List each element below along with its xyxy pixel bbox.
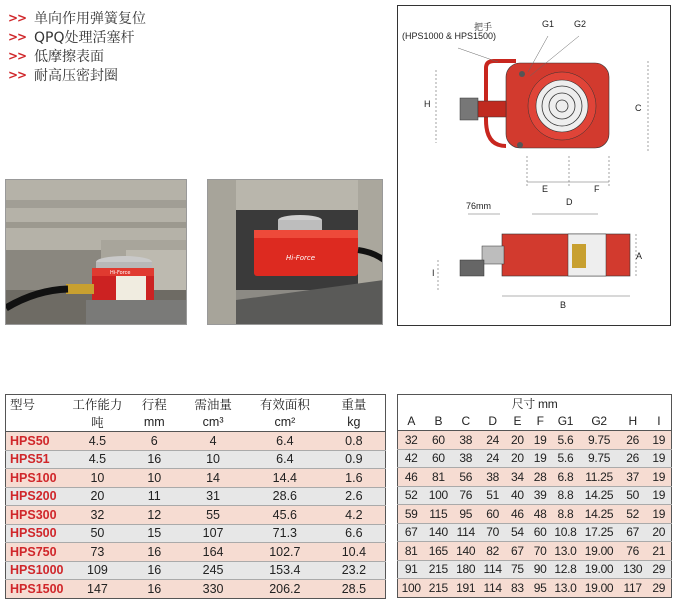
dim-col-header: G1 [552,413,580,431]
dim-cell: 8.8 [552,486,580,505]
brand-logo: Hi-Force [286,254,316,262]
dim-cell: 19 [529,431,552,450]
table-row [6,580,386,599]
dim-cell: 40 [506,486,529,505]
col-header-weight: 重量 [323,395,386,414]
spec-cell: 20 [65,487,129,506]
handle-label: 把手 [474,22,493,32]
dim-cell: 19.00 [579,560,618,579]
dim-cell: 114 [479,579,506,598]
double-chevron-icon: >> [8,10,27,25]
spec-cell: 102.7 [247,543,323,562]
spec-cell: 16 [129,450,179,469]
dim-cell: 26 [619,449,647,468]
spec-cell: 50 [65,524,129,543]
spec-cell: 23.2 [323,561,386,580]
col-header-area: 有效面积 [247,395,323,414]
dim-c: C [635,103,642,113]
dim-cell: 26 [619,431,647,450]
table-row [398,560,672,579]
dim-e: E [542,184,549,194]
dim-cell: 29 [647,560,672,579]
table-row [6,524,386,543]
table-row [398,542,672,561]
dim-cell: 20 [647,523,672,542]
dim-cell: 38 [452,431,479,450]
dim-cell: 6.8 [552,468,580,487]
dimension-rows [398,431,672,598]
dim-cell: 28 [529,468,552,487]
table-title-row [398,395,672,413]
dim-cell: 81 [398,542,425,561]
product-photo-closeup [207,179,383,325]
dim-cell: 9.75 [579,449,618,468]
dim-cell: 46 [506,505,529,524]
dim-h: H [424,99,431,109]
dim-cell: 29 [647,579,672,598]
spec-cell: 28.6 [247,487,323,506]
dim-col-header: E [506,413,529,431]
spec-cell: 73 [65,543,129,562]
spec-cell: 6.4 [247,450,323,469]
dim-cell: 13.0 [552,542,580,561]
table-row [398,468,672,487]
dim-cell: 90 [529,560,552,579]
dim-cell: 39 [529,486,552,505]
dim-cell: 60 [424,431,452,450]
table-header-row [398,413,672,431]
model-name-cell: HPS750 [6,543,66,562]
dim-cell: 19 [647,486,672,505]
dim-cell: 70 [479,523,506,542]
spec-cell: 11 [129,487,179,506]
spec-cell: 0.8 [323,432,386,451]
model-name-cell: HPS50 [6,432,66,451]
dim-cell: 117 [619,579,647,598]
dim-cell: 9.75 [579,431,618,450]
spec-cell: 10 [179,450,247,469]
dim-col-header: I [647,413,672,431]
dim-cell: 60 [424,449,452,468]
dim-cell: 54 [506,523,529,542]
model-name-cell: HPS500 [6,524,66,543]
model-name-cell: HPS1500 [6,580,66,599]
dim-f: F [594,184,600,194]
dim-cell: 19 [529,449,552,468]
dim-cell: 51 [479,486,506,505]
spec-cell: 10.4 [323,543,386,562]
dim-cell: 19 [647,449,672,468]
spec-cell: 164 [179,543,247,562]
spec-cell: 109 [65,561,129,580]
dim-cell: 32 [398,431,425,450]
dim-cell: 56 [452,468,479,487]
unit-cell [6,413,66,432]
spec-cell: 16 [129,561,179,580]
dim-col-header: B [424,413,452,431]
spec-cell: 330 [179,580,247,599]
spec-cell: 31 [179,487,247,506]
dim-cell: 34 [506,468,529,487]
dim-cell: 19 [647,468,672,487]
dim-cell: 67 [398,523,425,542]
dim-cell: 115 [424,505,452,524]
dim-cell: 8.8 [552,505,580,524]
spec-cell: 4.5 [65,450,129,469]
dim-g2: G2 [574,19,587,29]
dim-cell: 11.25 [579,468,618,487]
spec-cell: 14 [179,469,247,488]
spec-cell: 45.6 [247,506,323,525]
model-name-cell: HPS300 [6,506,66,525]
dim-cell: 100 [398,579,425,598]
spec-cell: 71.3 [247,524,323,543]
dim-cell: 38 [452,449,479,468]
spec-cell: 4 [179,432,247,451]
dim-cell: 100 [424,486,452,505]
dim-i: I [432,268,435,278]
dim-cell: 19 [647,505,672,524]
dim-cell: 24 [479,449,506,468]
dim-cell: 114 [479,560,506,579]
spec-cell: 15 [129,524,179,543]
spec-cell: 2.6 [323,487,386,506]
model-spec-table [5,394,386,599]
spec-cell: 55 [179,506,247,525]
spec-cell: 153.4 [247,561,323,580]
dimension-table [397,394,672,598]
dim-cell: 215 [424,560,452,579]
handle-label-models: (HPS1000 & HPS1500) [402,31,497,41]
table-row [6,450,386,469]
table-row [6,432,386,451]
spec-cell: 32 [65,506,129,525]
dim-cell: 37 [619,468,647,487]
spec-cell: 6 [129,432,179,451]
dim-cell: 17.25 [579,523,618,542]
dim-cell: 5.6 [552,431,580,450]
dim-cell: 14.25 [579,505,618,524]
table-row [398,486,672,505]
table-unit-row [6,413,386,432]
col-header-oil: 需油量 [179,395,247,414]
dim-cell: 46 [398,468,425,487]
dim-cell: 70 [529,542,552,561]
spec-cell: 147 [65,580,129,599]
dim-cell: 191 [452,579,479,598]
dim-cell: 19.00 [579,579,618,598]
dim-cell: 95 [452,505,479,524]
dim-cell: 114 [452,523,479,542]
dim-cell: 165 [424,542,452,561]
dim-cell: 5.6 [552,449,580,468]
spec-cell: 1.6 [323,469,386,488]
table-row [398,449,672,468]
table-row [398,431,672,450]
dim-cell: 48 [529,505,552,524]
dim-cell: 50 [619,486,647,505]
double-chevron-icon: >> [8,29,27,44]
dim-cell: 67 [506,542,529,561]
col-header-capacity: 工作能力 [65,395,129,414]
spec-cell: 245 [179,561,247,580]
spec-cell: 14.4 [247,469,323,488]
unit-cell: 吨 [65,413,129,432]
dim-cell: 10.8 [552,523,580,542]
dim-col-header: A [398,413,425,431]
dim-cell: 38 [479,468,506,487]
spec-cell: 0.9 [323,450,386,469]
dim-cell: 91 [398,560,425,579]
dim-cell: 24 [479,431,506,450]
dim-cell: 13.0 [552,579,580,598]
dim-g1: G1 [542,19,555,29]
col-header-model: 型号 [6,395,66,414]
dim-cell: 19 [647,431,672,450]
model-name-cell: HPS1000 [6,561,66,580]
table-row [6,561,386,580]
col-header-stroke: 行程 [129,395,179,414]
dim-cell: 42 [398,449,425,468]
dim-cell: 60 [479,505,506,524]
dim-col-header: G2 [579,413,618,431]
dim-cell: 83 [506,579,529,598]
dimension-diagram [397,5,671,326]
feature-item: >> QPQ处理活塞杆 [8,29,135,46]
dim-col-header: D [479,413,506,431]
dim-cell: 76 [619,542,647,561]
dim-cell: 21 [647,542,672,561]
spec-cell: 4.2 [323,506,386,525]
model-name-cell: HPS200 [6,487,66,506]
spec-cell: 206.2 [247,580,323,599]
dim-cell: 14.25 [579,486,618,505]
dim-cell: 12.8 [552,560,580,579]
dim-cell: 95 [529,579,552,598]
spec-cell: 6.4 [247,432,323,451]
dim-cell: 20 [506,431,529,450]
dim-cell: 75 [506,560,529,579]
feature-item: >> 耐高压密封圈 [8,67,118,84]
dim-cell: 52 [619,505,647,524]
table-row [398,523,672,542]
spec-cell: 6.6 [323,524,386,543]
dim-cell: 81 [424,468,452,487]
dim-a: A [636,251,643,261]
unit-cell: cm³ [179,413,247,432]
table-row [398,505,672,524]
dim-d: D [566,197,573,207]
double-chevron-icon: >> [8,48,27,63]
feature-item: >> 单向作用弹簧复位 [8,10,146,27]
table-row [6,506,386,525]
spec-cell: 10 [65,469,129,488]
unit-cell: mm [129,413,179,432]
dim-cell: 52 [398,486,425,505]
spec-cell: 4.5 [65,432,129,451]
double-chevron-icon: >> [8,67,27,82]
dim-col-header: H [619,413,647,431]
dim-76mm: 76mm [466,201,492,211]
feature-item: >> 低摩擦表面 [8,48,104,65]
spec-cell: 16 [129,543,179,562]
spec-cell: 107 [179,524,247,543]
spec-cell: 16 [129,580,179,599]
dimension-title: 尺寸 mm [398,395,672,413]
unit-cell: kg [323,413,386,432]
model-name-cell: HPS51 [6,450,66,469]
dim-cell: 19.00 [579,542,618,561]
dim-cell: 140 [424,523,452,542]
dim-cell: 67 [619,523,647,542]
table-row [6,543,386,562]
product-photo-in-use [5,179,187,325]
dim-cell: 20 [506,449,529,468]
table-row [6,469,386,488]
dim-cell: 76 [452,486,479,505]
brand-logo: Hi-Force [110,270,131,276]
dim-col-header: C [452,413,479,431]
unit-cell: cm² [247,413,323,432]
spec-cell: 10 [129,469,179,488]
table-row [6,487,386,506]
table-header-row [6,395,386,414]
dim-cell: 180 [452,560,479,579]
table-row [398,579,672,598]
dim-cell: 215 [424,579,452,598]
dim-cell: 59 [398,505,425,524]
dim-cell: 82 [479,542,506,561]
model-name-cell: HPS100 [6,469,66,488]
dim-col-header: F [529,413,552,431]
model-rows [6,432,386,599]
dim-cell: 140 [452,542,479,561]
dim-b: B [560,300,567,310]
spec-cell: 12 [129,506,179,525]
spec-cell: 28.5 [323,580,386,599]
dim-cell: 130 [619,560,647,579]
feature-list [8,8,146,84]
dim-cell: 60 [529,523,552,542]
